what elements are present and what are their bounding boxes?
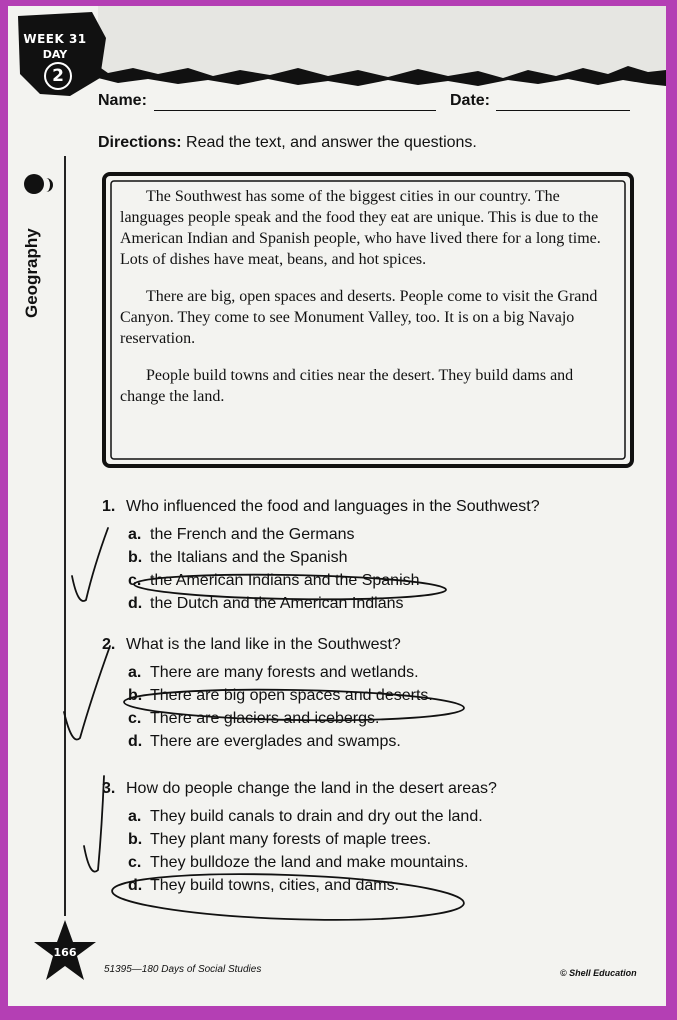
directions-text: Read the text, and answer the questions. xyxy=(181,134,477,151)
answer-option-selected[interactable]: b. There are big open spaces and deserts. xyxy=(128,687,433,704)
globe-icon xyxy=(24,174,44,194)
badge-week: WEEK 31 xyxy=(23,32,87,46)
worksheet-page xyxy=(8,6,666,1006)
question-text: Who influenced the food and languages in the Southwest? xyxy=(126,498,540,515)
publisher: © Shell Education xyxy=(560,968,637,978)
answer-option[interactable]: b. the Italians and the Spanish xyxy=(128,549,348,566)
badge-day-number: 2 xyxy=(44,62,72,90)
reading-passage xyxy=(120,186,620,423)
badge-day: DAY xyxy=(42,48,68,61)
question-stem xyxy=(102,780,642,802)
date-label: Date: xyxy=(450,92,491,109)
answer-option[interactable]: a. the French and the Germans xyxy=(128,526,355,543)
name-label: Name: xyxy=(98,92,147,109)
question-1 xyxy=(102,498,642,618)
question-3 xyxy=(102,780,642,900)
date-field[interactable] xyxy=(496,110,630,111)
passage-paragraph: The Southwest has some of the biggest cities in our country. The languages people speak and the food they eat are unique. This is due to the American Indian and Spanish people, who have lived there for a long time. Lots of dishes have meat, beans, and hot spices. xyxy=(120,188,601,268)
directions xyxy=(98,134,638,152)
answer-option[interactable]: a. There are many forests and wetlands. xyxy=(128,664,419,681)
question-number: 2. xyxy=(102,636,116,653)
question-number: 1. xyxy=(102,498,116,515)
answer-option[interactable]: d. the Dutch and the American Indians xyxy=(128,595,404,612)
page-number: 166 xyxy=(53,946,77,959)
name-field[interactable] xyxy=(154,110,436,111)
question-text: What is the land like in the Southwest? xyxy=(126,636,401,653)
answer-option-selected[interactable]: d. They build towns, cities, and dams. xyxy=(128,877,400,894)
answer-option[interactable]: c. They bulldoze the land and make mountains. xyxy=(128,854,469,871)
globe-stand-icon xyxy=(44,178,53,192)
question-stem xyxy=(102,636,642,658)
answer-option[interactable]: a. They build canals to drain and dry out the land. xyxy=(128,808,483,825)
question-number: 3. xyxy=(102,780,116,797)
answer-option[interactable]: d. There are everglades and swamps. xyxy=(128,733,401,750)
passage-paragraph: People build towns and cities near the desert. They build dams and change the land. xyxy=(120,367,574,405)
directions-label: Directions: xyxy=(98,134,182,151)
checkmark-icon xyxy=(84,776,104,872)
answer-option[interactable]: b. They plant many forests of maple trees. xyxy=(128,831,432,848)
book-title: 51395—180 Days of Social Studies xyxy=(104,964,262,975)
subject-label: Geography xyxy=(22,228,41,318)
answer-option[interactable]: c. There are glaciers and icebergs. xyxy=(128,710,380,727)
question-2 xyxy=(102,636,642,756)
answer-option-selected[interactable]: c. the American Indians and the Spanish xyxy=(128,572,420,589)
question-text: How do people change the land in the desert areas? xyxy=(126,780,497,797)
sidebar-rule xyxy=(64,156,66,916)
question-stem xyxy=(102,498,642,520)
passage-paragraph: There are big, open spaces and deserts. People come to visit the Grand Canyon. They come to see Monument Valley, too. It is on a big Navajo reservation. xyxy=(120,288,598,347)
